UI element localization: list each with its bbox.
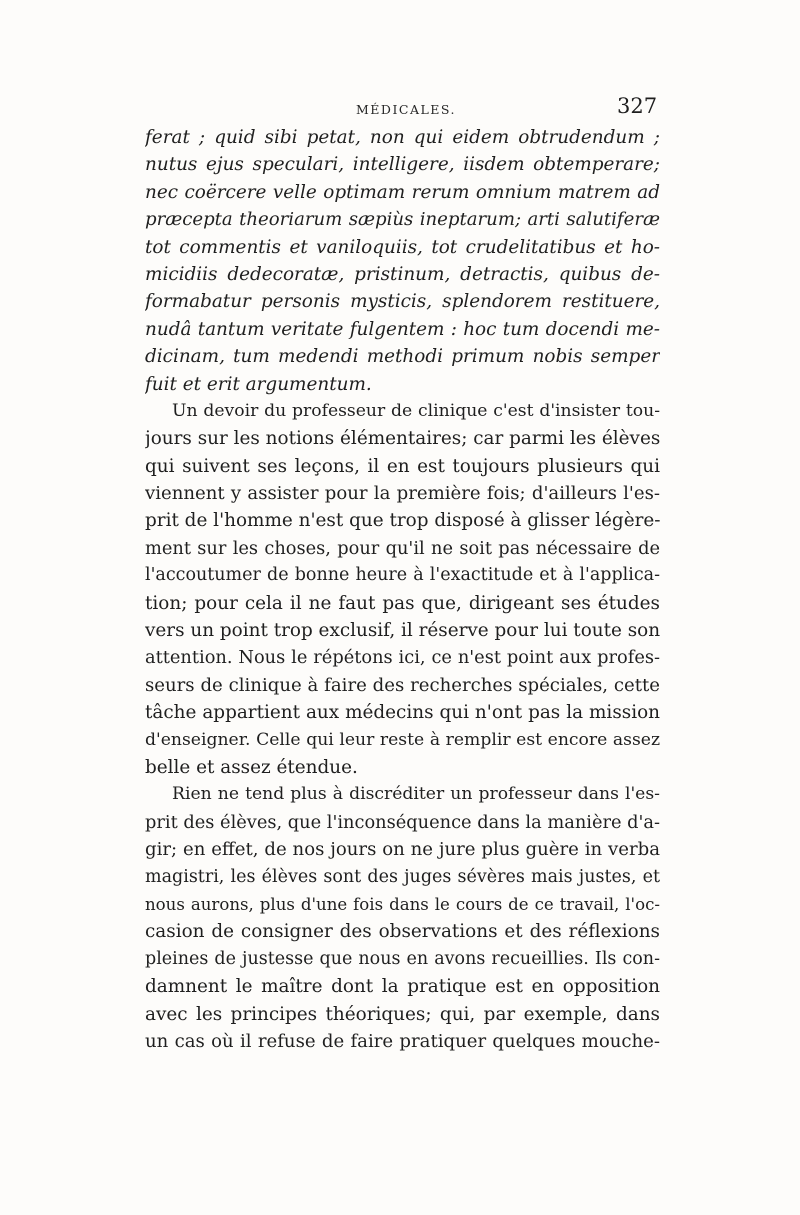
paragraph-1-line: attention. Nous le répétons ici, ce n'est point aux profes- xyxy=(145,647,660,669)
paragraph-1-line: tâche appartient aux médecins qui n'ont pas la mission xyxy=(145,702,660,724)
paragraph-1-line: seurs de clinique à faire des recherches spéciales, cette xyxy=(145,674,660,696)
paragraph-2-line: casion de consigner des observations et des réflexions xyxy=(145,921,660,943)
paragraph-1-line: viennent y assister pour la première fois; d'ailleurs l'es- xyxy=(145,483,660,505)
paragraph-2-line: un cas où il refuse de faire pratiquer quelques mouche- xyxy=(145,1030,660,1052)
paragraph-2-line: nous aurons, plus d'une fois dans le cours de ce travail, l'oc- xyxy=(145,894,660,914)
paragraph-1-line: belle et assez étendue. xyxy=(145,756,358,778)
paragraph-1-line: prit de l'homme n'est que trop disposé à glisser légère- xyxy=(145,510,660,532)
latin-line: ferat ; quid sibi petat, non qui eidem obtrudendum ; xyxy=(145,127,660,148)
latin-line: micidiis dedecoratæ, pristinum, detractis, quibus de- xyxy=(145,263,660,285)
page-number: 327 xyxy=(617,94,658,118)
paragraph-1-line: vers un point trop exclusif, il réserve pour lui toute son xyxy=(145,620,660,642)
paragraph-1-line: jours sur les notions élémentaires; car parmi les élèves xyxy=(145,428,660,450)
paragraph-1-line: qui suivent ses leçons, il en est toujours plusieurs qui xyxy=(145,455,660,477)
latin-line: præcepta theoriarum sæpiùs ineptarum; arti salutiferæ xyxy=(145,209,660,231)
paragraph-2-line: avec les principes théoriques; qui, par exemple, dans xyxy=(145,1003,660,1025)
latin-line: formabatur personis mysticis, splendorem restituere, xyxy=(145,291,660,313)
page-text xyxy=(145,124,660,1055)
paragraph-1-line: ment sur les choses, pour qu'il ne soit pas nécessaire de xyxy=(145,537,660,559)
latin-line: tot commentis et vaniloquiis, tot crudelitatibus et ho- xyxy=(145,236,660,258)
running-head: MÉDICALES. xyxy=(356,102,456,117)
paragraph-2-line: damnent le maître dont la pratique est en opposition xyxy=(145,976,660,998)
paragraph-1-line: tion; pour cela il ne faut pas que, dirigeant ses études xyxy=(145,592,660,614)
paragraph-2-line: magistri, les élèves sont des juges sévères mais justes, et xyxy=(145,866,660,887)
paragraph-1-line: Un devoir du professeur de clinique c'est d'insister tou- xyxy=(172,400,660,421)
paragraph-1-line: l'accoutumer de bonne heure à l'exactitude et à l'applica- xyxy=(145,565,660,586)
paragraph-1-line: d'enseigner. Celle qui leur reste à remplir est encore assez xyxy=(145,729,660,750)
latin-line: fuit et erit argumentum. xyxy=(145,373,372,395)
paragraph-2-line: pleines de justesse que nous en avons recueillies. Ils con- xyxy=(145,948,660,969)
latin-line: nec coërcere velle optimam rerum omnium matrem ad xyxy=(145,181,660,203)
latin-line: dicinam, tum medendi methodi primum nobis semper xyxy=(145,346,660,368)
paragraph-2-line: Rien ne tend plus à discréditer un professeur dans l'es- xyxy=(172,784,660,805)
latin-line: nutus ejus speculari, intelligere, iisdem obtemperare; xyxy=(145,154,660,176)
latin-line: nudâ tantum veritate fulgentem : hoc tum docendi me- xyxy=(145,318,660,340)
paragraph-2-line: prit des élèves, que l'inconséquence dans la manière d'a- xyxy=(145,811,660,833)
paragraph-2-line: gir; en effet, de nos jours on ne jure plus guère in verba xyxy=(145,839,660,861)
